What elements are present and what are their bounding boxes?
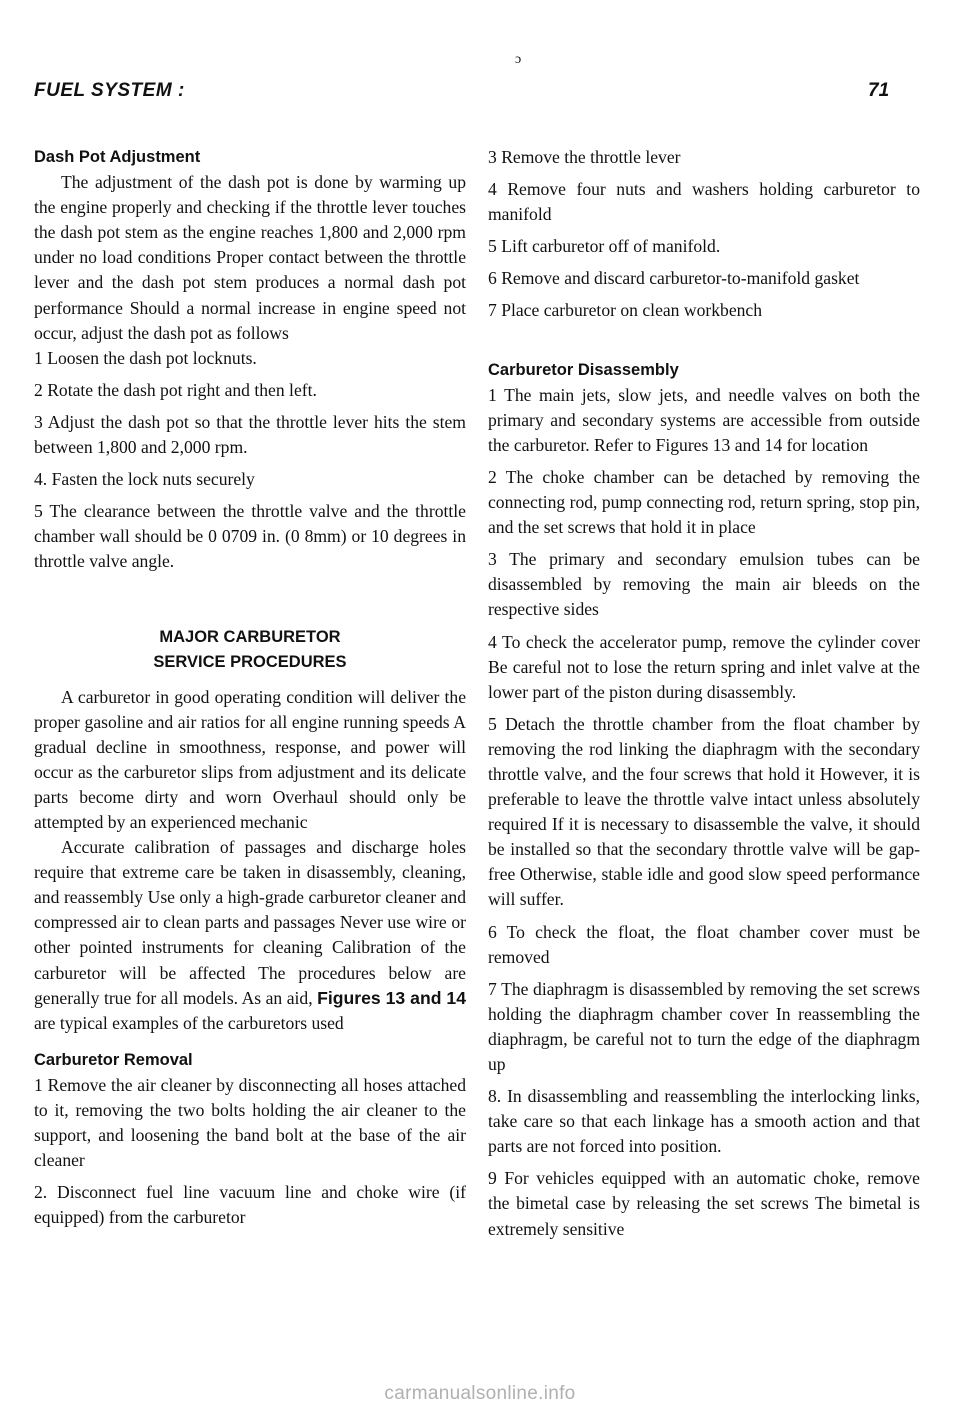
major-paragraph-2-tail: are typical examples of the carburetors used	[34, 1012, 344, 1033]
removal-step-3: 3 Remove the throttle lever	[488, 147, 681, 167]
disassembly-step-3: 3 The primary and secondary emulsion tubes can be disassembled by removing the main air bleeds on the respective sides	[488, 549, 920, 620]
major-paragraph-1: A carburetor in good operating condition will deliver the proper gasoline and air ratios for all engine running speeds A gradual decline in smoothness, response, and power will occur as the carburetor slips from adjustment and its delicate parts become dirty and worn Overhaul should only be attempted by an experienced mechanic	[34, 686, 466, 832]
major-paragraph-2-text: Accurate calibration of passages and discharge holes require that extreme care be taken in disassembly, cleaning, and reassembly Use only a high-grade carburetor cleaner and compressed air to clean parts and passages Never use wire or other pointed instruments for cleaning Calibration of the carburetor will be affected The procedures below are generally true for all models. As an aid,	[34, 837, 466, 1008]
disassembly-step-8: 8. In disassembling and reassembling the interlocking links, take care so that each linkage has a smooth action and that parts are not forced into position.	[488, 1086, 920, 1157]
removal-step-5: 5 Lift carburetor off of manifold.	[488, 236, 721, 257]
page-number: 71	[868, 80, 890, 101]
dash-pot-step-2: 2 Rotate the dash pot right and then left.	[34, 379, 317, 400]
disassembly-step-5: 5 Detach the throttle chamber from the float chamber by removing the rod linking the diaphragm with the secondary throttle valve, and the four screws that hold it However, it is preferable to leave the throttle valve intact unless absolutely required If it is necessary to disassemble the valve, it should be installed so that the secondary throttle valve will be gap-free Otherwise, stable idle and good slow speed performance will suffer.	[488, 713, 920, 910]
major-heading-line-1: MAJOR CARBURETOR	[159, 627, 341, 646]
scan-artifact-mark: ɔ	[515, 52, 522, 67]
figures-reference: Figures 13 and 14	[317, 987, 466, 1008]
disassembly-step-7: 7 The diaphragm is disassembled by removing the set screws holding the diaphragm chamber cover In reassembling the diaphragm, be careful not to turn the edge of the diaphragm up	[488, 978, 920, 1074]
dash-pot-step-3: 3 Adjust the dash pot so that the throttle lever hits the stem between 1,800 and 2,000 rpm.	[34, 411, 466, 458]
removal-step-4: 4 Remove four nuts and washers holding carburetor to manifold	[488, 179, 920, 225]
watermark-text: carmanualsonline.info	[384, 1383, 576, 1404]
removal-step-6: 6 Remove and discard carburetor-to-manifold gasket	[488, 268, 860, 289]
removal-step-7: 7 Place carburetor on clean workbench	[488, 300, 763, 321]
dash-pot-step-5: 5 The clearance between the throttle valve and the throttle chamber wall should be 0 0709 in. (0 8mm) or 10 degrees in throttle valve angle.	[34, 501, 466, 572]
dash-pot-step-1: 1 Loosen the dash pot locknuts.	[34, 347, 257, 368]
dash-pot-intro: The adjustment of the dash pot is done by warming up the engine properly and checking if the throttle lever touches the dash pot stem as the engine reaches 1,800 and 2,000 rpm under no load conditions Proper contact between the throttle lever and the dash pot stem produces a normal dash pot performance Should a normal increase in engine speed not occur, adjust the dash pot as follows	[34, 172, 466, 343]
major-procedures-heading	[34, 625, 466, 675]
disassembly-heading: Carburetor Disassembly	[488, 360, 679, 379]
disassembly-step-6: 6 To check the float, the float chamber cover must be removed	[488, 921, 920, 967]
disassembly-step-2: 2 The choke chamber can be detached by removing the connecting rod, pump connecting rod, return spring, stop pin, and the set screws that hold it in place	[488, 466, 920, 538]
right-column	[488, 145, 920, 1249]
disassembly-step-4: 4 To check the accelerator pump, remove the cylinder cover Be careful not to lose the return spring and inlet valve at the lower part of the piston during disassembly.	[488, 631, 920, 702]
major-heading-line-2: SERVICE PROCEDURES	[153, 652, 347, 671]
removal-step-2: 2. Disconnect fuel line vacuum line and choke wire (if equipped) from the carburetor	[34, 1182, 466, 1228]
disassembly-step-9: 9 For vehicles equipped with an automatic choke, remove the bimetal case by releasing the set screws The bimetal is extremely sensitive	[488, 1168, 920, 1239]
left-column	[34, 145, 466, 1237]
major-paragraph-2	[34, 835, 466, 1036]
removal-heading: Carburetor Removal	[34, 1050, 193, 1069]
dash-pot-heading: Dash Pot Adjustment	[34, 148, 201, 166]
disassembly-step-1: 1 The main jets, slow jets, and needle valves on both the primary and secondary systems are accessible from outside the carburetor. Refer to Figures 13 and 14 for location	[488, 384, 920, 455]
removal-step-1: 1 Remove the air cleaner by disconnecting all hoses attached to it, removing the two bolts holding the air cleaner to the support, and loosening the band bolt at the base of the air cleaner	[34, 1074, 466, 1171]
dash-pot-step-4: 4. Fasten the lock nuts securely	[34, 469, 255, 490]
section-title: FUEL SYSTEM :	[34, 80, 185, 101]
